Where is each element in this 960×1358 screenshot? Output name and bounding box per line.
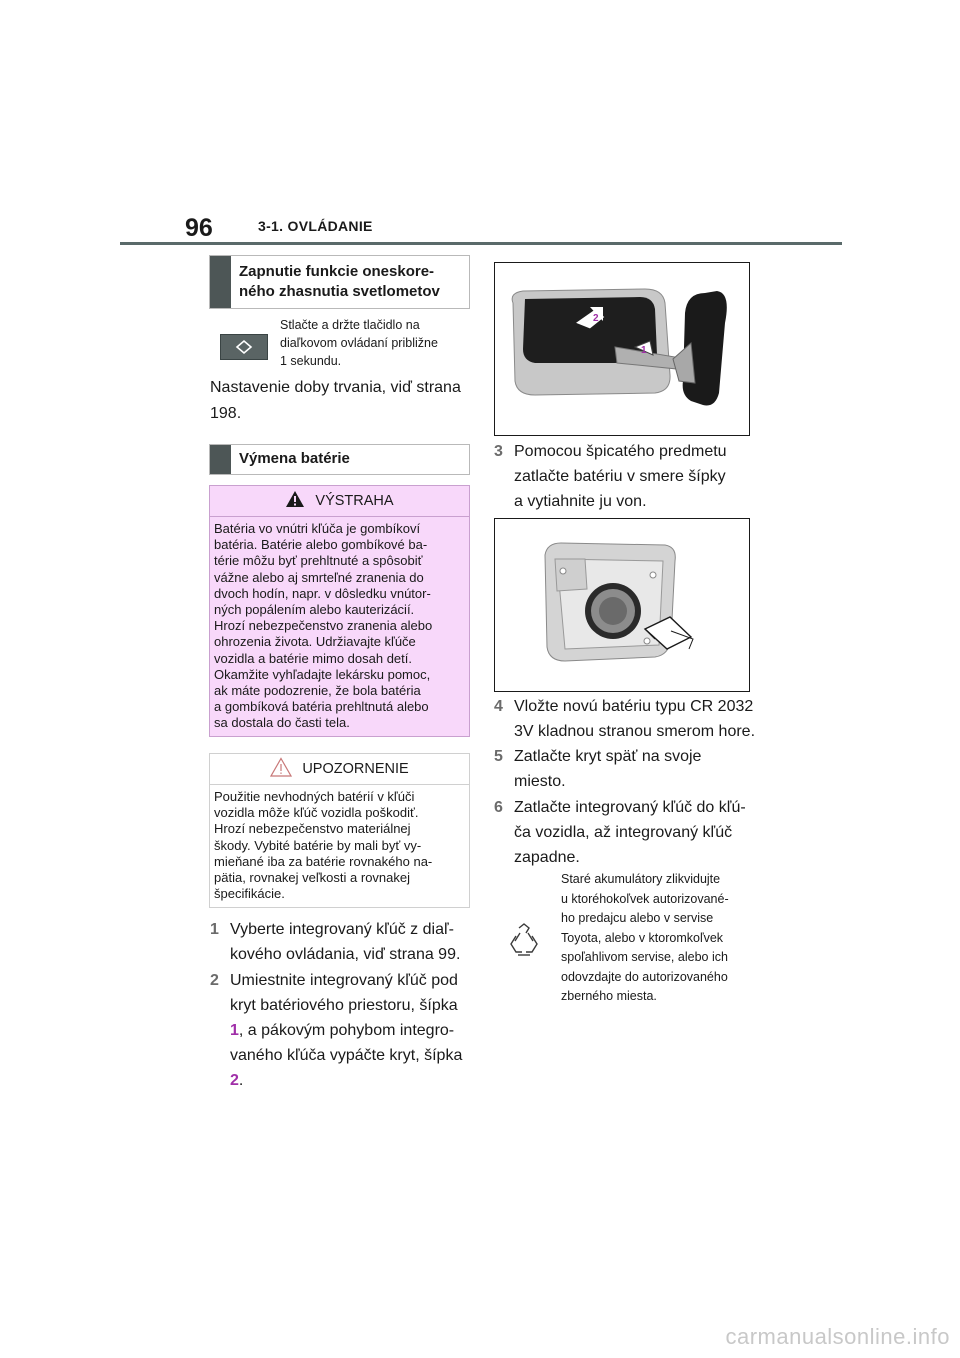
warning-line: batéria. Batérie alebo gombíkové ba-	[214, 537, 428, 553]
duration-line: Nastavenie doby trvania, viď strana	[210, 379, 461, 396]
notice-line: mieňané iba za batérie rovnakého na-	[214, 853, 433, 869]
recycle-note	[561, 870, 761, 1007]
step-line: vaného kľúča vypáčte kryt, šípka	[230, 1047, 463, 1064]
step-line: Umiestnite integrovaný kľúč pod	[230, 972, 458, 989]
instruction-line: 1 sekundu.	[280, 354, 342, 368]
step-line: zatlačte batériu v smere šípky	[514, 468, 726, 485]
warning-line: vozidla a batérie mimo dosah detí.	[214, 650, 412, 666]
heading-bar	[210, 256, 231, 308]
recycle-line: Toyota, alebo v ktoromkoľvek	[561, 930, 724, 945]
warning-line: Okamžite vyhľadajte lekársku pomoc,	[214, 666, 431, 682]
notice-line: špecifikácie.	[214, 886, 285, 902]
arrow-ref-1: 1	[230, 1022, 239, 1039]
notice-header	[210, 754, 469, 785]
step-6	[494, 795, 756, 870]
step-line: kového ovládania, viď strana 99.	[230, 946, 461, 963]
step-text	[507, 694, 755, 744]
page-number: 96	[185, 214, 213, 242]
step-number: 2	[210, 972, 219, 989]
warning-line: vážne alebo aj smrteľné zranenia do	[214, 569, 424, 585]
headlight-title-line2: ného zhasnutia svetlometov	[239, 283, 440, 300]
notice-title: UPOZORNENIE	[302, 761, 409, 777]
step-line: 3V kladnou stranou smerom hore.	[514, 723, 756, 740]
notice-content	[210, 785, 469, 902]
headlight-instruction	[280, 316, 470, 370]
duration-line: 198.	[210, 405, 242, 422]
battery-heading-title: Výmena batérie	[239, 450, 350, 467]
step-number: 6	[494, 799, 503, 816]
section-title: 3-1. OVLÁDANIE	[258, 218, 373, 234]
warning-triangle-icon	[285, 490, 305, 512]
headlight-heading-box	[209, 255, 470, 309]
notice-line: Hrozí nebezpečenstvo materiálnej	[214, 821, 411, 837]
step-line: miesto.	[514, 773, 566, 790]
headlight-button-icon	[220, 334, 268, 360]
warning-content	[210, 517, 469, 732]
step-3	[494, 439, 756, 514]
step-number: 3	[494, 443, 503, 460]
warning-line: dvoch hodín, napr. v dôsledku vnútor-	[214, 585, 431, 601]
warning-line: Hrozí nebezpečenstvo zranenia alebo	[214, 618, 433, 634]
recycle-line: zberného miesta.	[561, 989, 657, 1003]
step-number: 1	[210, 921, 219, 938]
caution-triangle-icon	[270, 757, 292, 781]
notice-box	[209, 753, 470, 908]
figure-key-cover-removal	[494, 262, 750, 436]
warning-line: a gombíková batéria prehltnutá alebo	[214, 699, 429, 715]
step-number: 5	[494, 748, 503, 765]
notice-line: vozidla môže kľúč vozidla poškodiť.	[214, 805, 419, 821]
warning-line: ak máte podozrenie, že bola batéria	[214, 683, 421, 699]
warning-header	[210, 486, 469, 517]
arrow-ref-2: 2	[230, 1072, 239, 1089]
warning-title: VÝSTRAHA	[315, 493, 394, 509]
notice-line: škody. Vybité batérie by mali byť vy-	[214, 837, 422, 853]
figure-arrow-label-2: 2	[593, 313, 599, 324]
step-line: Zatlačte kryt späť na svoje	[514, 748, 702, 765]
instruction-line: Stlačte a držte tlačidlo na	[280, 318, 420, 332]
step-line: a vytiahnite ju von.	[514, 493, 647, 510]
step-line	[230, 1018, 462, 1043]
recycle-line: odovzdajte do autorizovaného	[561, 969, 728, 984]
step-2	[210, 968, 472, 1093]
warning-line: ných popálením alebo kauterizácií.	[214, 602, 415, 618]
notice-line: pätia, rovnakej veľkosti a rovnakej	[214, 870, 411, 886]
notice-line: Použitie nevhodných batérií v kľúči	[214, 789, 415, 804]
figure-arrow-label-1: 1	[641, 345, 647, 356]
step-line: Vložte novú batériu typu CR 2032	[514, 698, 754, 715]
step-text	[507, 439, 727, 514]
step-line: Zatlačte integrovaný kľúč do kľú-	[514, 799, 746, 816]
step-number: 4	[494, 698, 503, 715]
heading-bar	[210, 445, 231, 474]
step-5	[494, 744, 756, 794]
step-text	[507, 744, 701, 794]
recycle-line: Staré akumulátory zlikvidujte	[561, 872, 721, 886]
step-1	[210, 917, 472, 967]
battery-heading-box	[209, 444, 470, 475]
warning-box	[209, 485, 470, 737]
step-text	[223, 917, 460, 967]
step-line: zapadne.	[514, 849, 580, 866]
step-line: Vyberte integrovaný kľúč z diaľ-	[230, 921, 454, 938]
header-rule	[120, 242, 842, 245]
warning-line: sa dostala do časti tela.	[214, 715, 350, 731]
warning-line: Batéria vo vnútri kľúča je gombíkoví	[214, 521, 421, 536]
recycle-line: spoľahlivom servise, alebo ich	[561, 950, 728, 964]
step-line: Pomocou špicatého predmetu	[514, 443, 727, 460]
step-line	[230, 1068, 462, 1093]
recycle-line: ho predajcu alebo v servise	[561, 911, 714, 925]
headlight-title-line1: Zapnutie funkcie oneskore-	[239, 263, 435, 280]
recycle-icon	[506, 922, 542, 958]
step-text	[223, 968, 462, 1093]
figure-battery-removal	[494, 518, 750, 692]
step-line: ča vozidla, až integrovaný kľúč	[514, 824, 733, 841]
heading-text	[231, 256, 448, 308]
duration-paragraph	[210, 375, 472, 427]
step-4	[494, 694, 756, 744]
step-line: kryt batériového priestoru, šípka	[230, 997, 458, 1014]
footer-watermark: carmanualsonline.info	[725, 1324, 950, 1349]
instruction-line: diaľkovom ovládaní približne	[280, 336, 438, 350]
warning-line: térie môžu byť prehltnuté a spôsobiť	[214, 553, 423, 569]
step-text	[507, 795, 746, 870]
warning-line: ohrozenia života. Udržiavajte kľúče	[214, 634, 416, 650]
step-line-rest: .	[238, 1072, 244, 1089]
recycle-line: u ktoréhokoľvek autorizované-	[561, 891, 729, 906]
step-line-rest: , a pákovým pohybom integro-	[238, 1022, 455, 1039]
